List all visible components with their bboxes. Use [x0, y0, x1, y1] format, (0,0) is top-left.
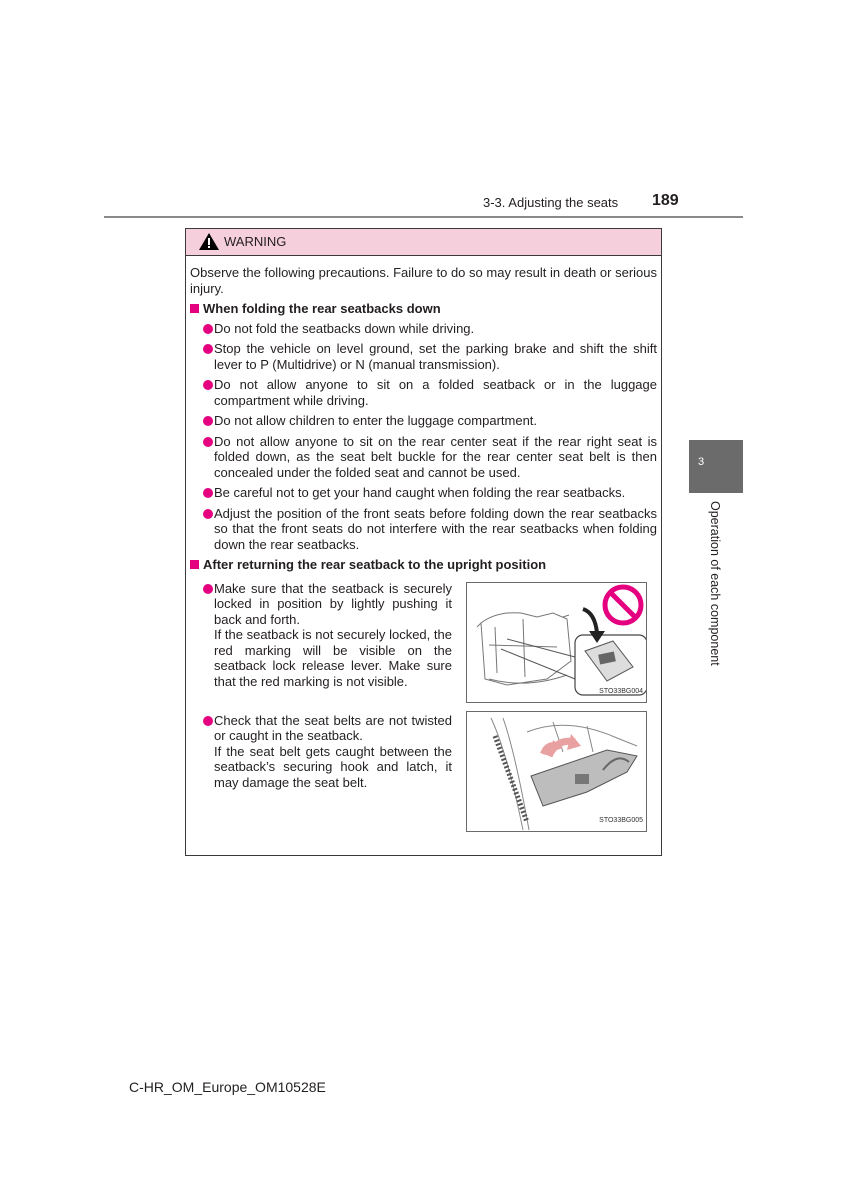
- bullet-dot-icon: [203, 488, 213, 498]
- square-bullet-icon: [190, 560, 199, 569]
- section-heading: After returning the rear seatback to the upright position: [190, 557, 657, 573]
- list-item: Do not allow anyone to sit on the rear center seat if the rear right seat is folded down, as the seat belt buckle for the rear center seat belt is then concealed under the folded seat and cannot be used.: [190, 434, 657, 481]
- bullet-dot-icon: [203, 416, 213, 426]
- bullet-dot-icon: [203, 344, 213, 354]
- bullet-dot-icon: [203, 509, 213, 519]
- list-item: Do not allow anyone to sit on a folded seatback or in the luggage compartment while driving.: [190, 377, 657, 408]
- chapter-number: 3: [698, 456, 705, 468]
- figure-code: STO33BG005: [599, 817, 643, 824]
- list-item: Do not allow children to enter the luggage compartment.: [190, 413, 657, 429]
- bullet-dot-icon: [203, 584, 213, 594]
- chapter-label: Operation of each component: [708, 501, 722, 666]
- list-item: Adjust the position of the front seats before folding down the rear seatbacks so that the front seats do not interfere with the rear seatbacks when folding down the rear seatbacks.: [190, 506, 657, 553]
- figure-item: [190, 577, 657, 707]
- document-id: C-HR_OM_Europe_OM10528E: [129, 1079, 326, 1095]
- figure-item: [190, 709, 657, 839]
- seatback-lock-illustration: [466, 582, 647, 703]
- warning-content: [190, 265, 657, 841]
- list-item: Be careful not to get your hand caught when folding the rear seatbacks.: [190, 485, 657, 501]
- list-item: Stop the vehicle on level ground, set the parking brake and shift the shift lever to P (Multidrive) or N (manual transmission).: [190, 341, 657, 372]
- figure-text: Make sure that the seatback is securely locked in position by lightly pushing it back and forth. If the seatback is not securely locked, the red marking will be visible on the seatback lock release lever. Make sure that the red marking is not visible.: [214, 580, 452, 689]
- page-number: 189: [652, 192, 679, 209]
- warning-intro: Observe the following precautions. Failure to do so may result in death or serious injury.: [190, 265, 657, 296]
- bullet-dot-icon: [203, 437, 213, 447]
- warning-title: WARNING: [224, 234, 287, 249]
- warning-box: [185, 228, 662, 856]
- section-heading: When folding the rear seatbacks down: [190, 301, 657, 317]
- header-divider: [104, 216, 743, 218]
- warning-triangle-icon: [199, 233, 219, 255]
- figure-text: Check that the seat belts are not twisted or caught in the seatback. If the seat belt gets caught between the seatback’s securing hook and latch, it may damage the seat belt.: [214, 712, 452, 790]
- bullet-dot-icon: [203, 324, 213, 334]
- chapter-tab: [689, 440, 743, 493]
- section-title: 3-3. Adjusting the seats: [483, 195, 619, 210]
- seatbelt-illustration: [466, 711, 647, 832]
- figure-code: STO33BG004: [599, 688, 643, 695]
- square-bullet-icon: [190, 304, 199, 313]
- warning-header: [186, 229, 661, 256]
- list-item: Do not fold the seatbacks down while driving.: [190, 321, 657, 337]
- bullet-dot-icon: [203, 716, 213, 726]
- bullet-dot-icon: [203, 380, 213, 390]
